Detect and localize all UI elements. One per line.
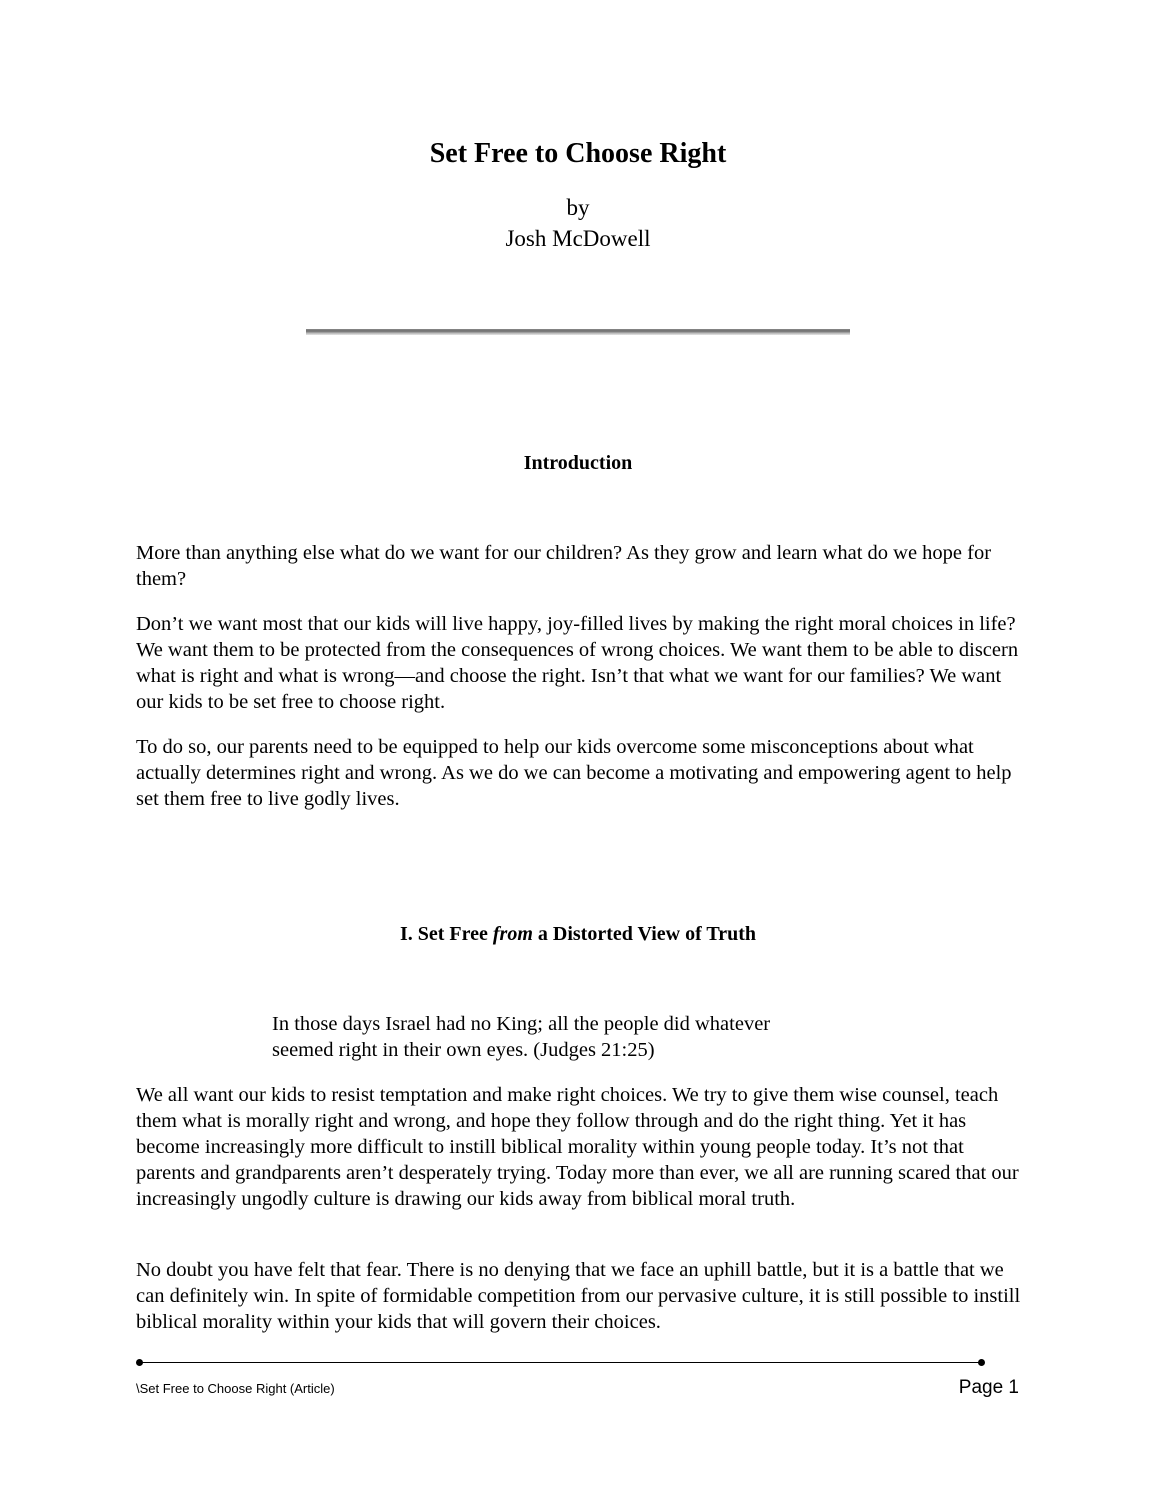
footer-divider bbox=[139, 1362, 982, 1363]
byline-author: Josh McDowell bbox=[505, 226, 651, 251]
footer-document-label: \Set Free to Choose Right (Article) bbox=[136, 1381, 335, 1396]
intro-paragraph-2: Don’t we want most that our kids will live happy, joy-filled lives by making the right moral choices in life? We want them to be protected from the consequences of wrong choices. We want them to be able to discern what is right and what is wrong—and choose the right. Isn’t that what we want for our families? We want our kids to be set free to choose right. bbox=[136, 613, 1019, 713]
byline bbox=[0, 192, 1156, 254]
intro-paragraph-1: More than anything else what do we want for our children? As they grow and learn what do we hope for them? bbox=[136, 542, 992, 590]
introduction-heading: Introduction bbox=[523, 452, 633, 474]
section-1-paragraph-2: No doubt you have felt that fear. There is no denying that we face an uphill battle, but it is a battle that we can definitely win. In spite of formidable competition from our pervasive culture, it is still possible to instill biblical morality within your kids that will govern their choices. bbox=[136, 1259, 1021, 1333]
section-1-heading-emphasis: from bbox=[492, 923, 533, 945]
footer-page-number: Page 1 bbox=[958, 1377, 1019, 1398]
title-divider bbox=[306, 329, 850, 335]
byline-by: by bbox=[566, 195, 590, 220]
footer-divider-right-dot bbox=[978, 1359, 985, 1366]
section-1-paragraph-1: We all want our kids to resist temptation and make right choices. We try to give them wise counsel, teach them what is morally right and wrong, and hope they follow through and do the right thing. Yet it has become increasingly more difficult to instill biblical morality within young people today. It’s not that parents and grandparents aren’t desperately trying. Today more than ever, we all are running scared that our increasingly ungodly culture is drawing our kids away from biblical moral truth. bbox=[136, 1084, 1019, 1210]
intro-paragraph-3: To do so, our parents need to be equipped to help our kids overcome some misconceptions about what actually determines right and wrong. As we do we can become a motivating and empowering agent to help set them free to live godly lives. bbox=[136, 736, 1012, 810]
document-title: Set Free to Choose Right bbox=[429, 138, 727, 169]
section-1-heading-prefix: I. Set Free bbox=[399, 923, 493, 945]
section-1-heading bbox=[0, 921, 1156, 947]
footer-divider-left-dot bbox=[136, 1359, 143, 1366]
section-1-heading-suffix: a Distorted View of Truth bbox=[532, 923, 757, 945]
scripture-quote: In those days Israel had no King; all the people did whatever seemed right in their own eyes. (Judges 21:25) bbox=[272, 1013, 771, 1061]
